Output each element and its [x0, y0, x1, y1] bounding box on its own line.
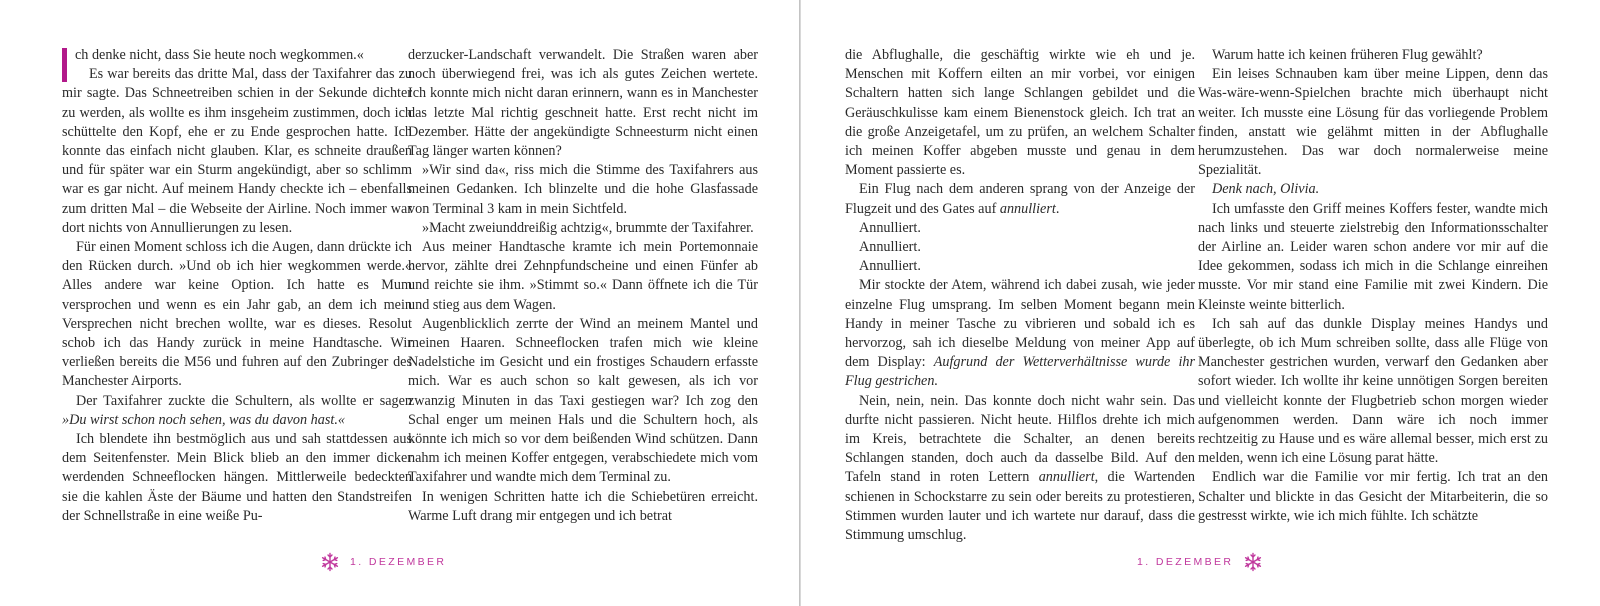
chapter-date: 1. DEZEMBER — [350, 556, 447, 568]
page-footer-right — [1137, 552, 1263, 572]
italic-notification: Aufgrund der Wetterverhältnisse wurde ihr Flug gestrichen. — [845, 354, 1195, 390]
italic-quote: »Du wirst schon noch sehen, was du davon hast.« — [62, 411, 345, 428]
paragraph: Mir stockte der Atem, während ich dabei zusah, wie jeder einzelne Flug umsprang. Im selben Moment begann mein Handy in meiner Tasche zu vibrieren und sobald ich es hervorzog, sah ich dieselbe Meldung von meiner App auf dem Display: Aufgrund der Wetterverhältnisse wurde ihr Flug gestrichen. — [845, 277, 1195, 390]
opening-line: ch denke nicht, dass Sie heute noch wegkommen.« — [75, 47, 364, 63]
paragraph: Für einen Moment schloss ich die Augen, dann drückte ich den Rücken durch. »Und ob ich hier wegkommen werde.« Alles andere war keine Option. Ich hatte es Mum versprochen und wenn es ein Jahr gab, an dem ich mein Versprechen nicht brechen wollte, war es dieses. Resolut schob ich das Handy zurück in meine Handtasche. Wir verließen bereits die M56 und fuhren auf den Zubringer des Manchester Airports. — [62, 239, 412, 390]
paragraph: Ich sah auf das dunkle Display meines Handys und überlegte, ob ich Mum schreiben sollte, dass alle Flüge von Manchester gestrichen wurden, verwarf den Gedanken aber sofort wieder. Ich wollte ihr keine unnötigen Sorgen bereiten und vielleicht konnte der Flugbetrieb schon morgen wieder aufgenommen werden. Dann wäre ich noch immer rechtzeitig zu Hause und es wäre allemal besser, mich erst zu melden, wenn ich eine Lösung parat hätte. — [1198, 315, 1548, 467]
chapter-date: 1. DEZEMBER — [1137, 556, 1234, 568]
right-page — [801, 0, 1600, 606]
paragraph: Warum hatte ich keinen früheren Flug gewählt? — [1212, 47, 1483, 63]
italic-thought: Denk nach, Olivia. — [1212, 181, 1320, 198]
paragraph: Der Taxifahrer zuckte die Schultern, als wollte er sagen »Du wirst schon noch sehen, was du davon hast.« — [62, 392, 412, 428]
right-page-column-2 — [1198, 46, 1548, 526]
paragraph: Ein Flug nach dem anderen sprang von der Anzeige der Flugzeit und des Gates auf annulliert. — [845, 181, 1195, 217]
page-footer-left — [320, 552, 446, 572]
snowflake-icon — [320, 552, 340, 572]
annulliert-line: Annulliert. — [859, 219, 921, 236]
paragraph: Nein, nein, nein. Das konnte doch nicht wahr sein. Das durfte nicht passieren. Nicht heute. Hilflos drehte ich mich im Kreis, betrachtete die Schalter, an denen bereits Schlangen standen, doch auch da dasselbe Bild. Auf den Tafeln stand in roten Lettern annulliert, die Wartenden schienen in Schockstarre zu sein oder bereits zu protestieren, Stimmen wurden lauter und ich wartete nur darauf, dass die Stimmung umschlug. — [845, 392, 1195, 544]
left-page-column-2 — [408, 46, 758, 526]
paragraph: die Abflughalle, die geschäftig wirkte wie eh und je. Menschen mit Koffern eilten an mir vorbei, vor einigen Schaltern hatten sich lange Schlangen gebildet und die Geräuschkulisse kam einem Bienenstock gleich. Ich trat an die große Anzeigetafel, um zu prüfen, an welchem Schalter ich meinen Koffer abgeben musste und genau in dem Moment passierte es. — [845, 47, 1195, 179]
left-page — [0, 0, 799, 606]
paragraph: »Macht zweiunddreißig achtzig«, brummte der Taxifahrer. — [422, 219, 754, 236]
paragraph — [1198, 180, 1548, 199]
paragraph: Aus meiner Handtasche kramte ich mein Portemonnaie hervor, zählte drei Zehnpfundscheine und einen Fünfer ab und reichte sie ihm. »Stimmt so.« Dann öffnete ich die Tür und stieg aus dem Wagen. — [408, 239, 758, 313]
paragraph: Endlich war die Familie vor mir fertig. Ich trat an den Schalter und blickte in das Gesicht der Mitarbeiterin, die so gestresst wirkte, wie ich mich fühlte. Ich schätzte — [1198, 469, 1548, 524]
paragraph: derzucker-Landschaft verwandelt. Die Straßen waren aber noch überwiegend frei, was ich als gutes Zeichen wertete. Ich konnte mich nicht daran erinnern, wann es in Manchester das letzte Mal richtig geschneit hatte. Erst recht nicht im Dezember. Hätte der angekündigte Schneesturm nicht einen Tag länger warten können? — [408, 47, 758, 160]
left-page-column-1 — [62, 46, 412, 526]
annulliert-line: Annulliert. — [859, 258, 921, 275]
paragraph: Augenblicklich zerrte der Wind an meinem Mantel und meinen Haaren. Schneeflocken trafen mich wie kleine Nadelstiche im Gesicht und ein frostiges Schaudern erfasste mich. War es auch schon so kalt gewesen, als ich vor zwanzig Minuten in das Taxi gestiegen war? Ich zog den Schal enger um meinen Hals und die Schultern hoch, als könnte ich mich so vor dem beißenden Wind schützen. Dann nahm ich meinen Koffer entgegen, verabschiedete mich vom Taxifahrer und wandte mich dem Terminal zu. — [408, 315, 758, 486]
paragraph: »Wir sind da«, riss mich die Stimme des Taxifahrers aus meinen Gedanken. Ich blinzelte und die hohe Glasfassade von Terminal 3 kam in mein Sichtfeld. — [408, 162, 758, 217]
annulliert-line: Annulliert. — [859, 239, 921, 256]
snowflake-icon — [1243, 552, 1263, 572]
paragraph: In wenigen Schritten hatte ich die Schiebetüren erreicht. Warme Luft drang mir entgegen und ich betrat — [408, 488, 758, 524]
paragraph: Ich umfasste den Griff meines Koffers fester, wandte mich nach links und steuerte zielstrebig den Informationsschalter der Airline an. Leider waren schon andere vor mir auf die Idee gekommen, sodass ich mich in die Schlange einreihen musste. Vor mir stand eine Familie mit zwei Kindern. Die Kleinste weinte bitterlich. — [1198, 200, 1548, 313]
chapter-initial-bar — [62, 48, 67, 82]
paragraph: Ein leises Schnauben kam über meine Lippen, denn das Was-wäre-wenn-Spielchen brachte mich überhaupt nicht weiter. Ich musste eine Lösung für das vorliegende Problem finden, anstatt wie gelähmt mitten in der Abflughalle herumzustehen. Das war doch normalerweise meine Spezialität. — [1198, 66, 1548, 179]
opening-paragraph — [62, 46, 412, 65]
paragraph: Ich blendete ihn bestmöglich aus und sah stattdessen aus dem Seitenfenster. Mein Blick blieb an den immer dicker werdenden Schneeflocken hängen. Mittlerweile bedeckten sie die kahlen Äste der Bäume und hatten den Standstreifen der Schnellstraße in eine weiße Pu- — [62, 431, 412, 524]
paragraph: Es war bereits das dritte Mal, dass der Taxifahrer das zu mir sagte. Das Schneetreiben schien in der Sekunde dichter zu werden, als wollte es ihm insgeheim zustimmen, doch ich schüttelte den Kopf, ehe er zu Ende gesprochen hatte. Ich konnte das einfach nicht glauben. Klar, es schneite draußen und für später war ein Sturm angekündigt, aber so schlimm war es gar nicht. Auf meinem Handy checkte ich – ebenfalls zum dritten Mal – die Webseite der Airline. Noch immer war dort nichts von Annullierungen zu lesen. — [62, 66, 412, 236]
right-page-column-1 — [845, 46, 1195, 545]
